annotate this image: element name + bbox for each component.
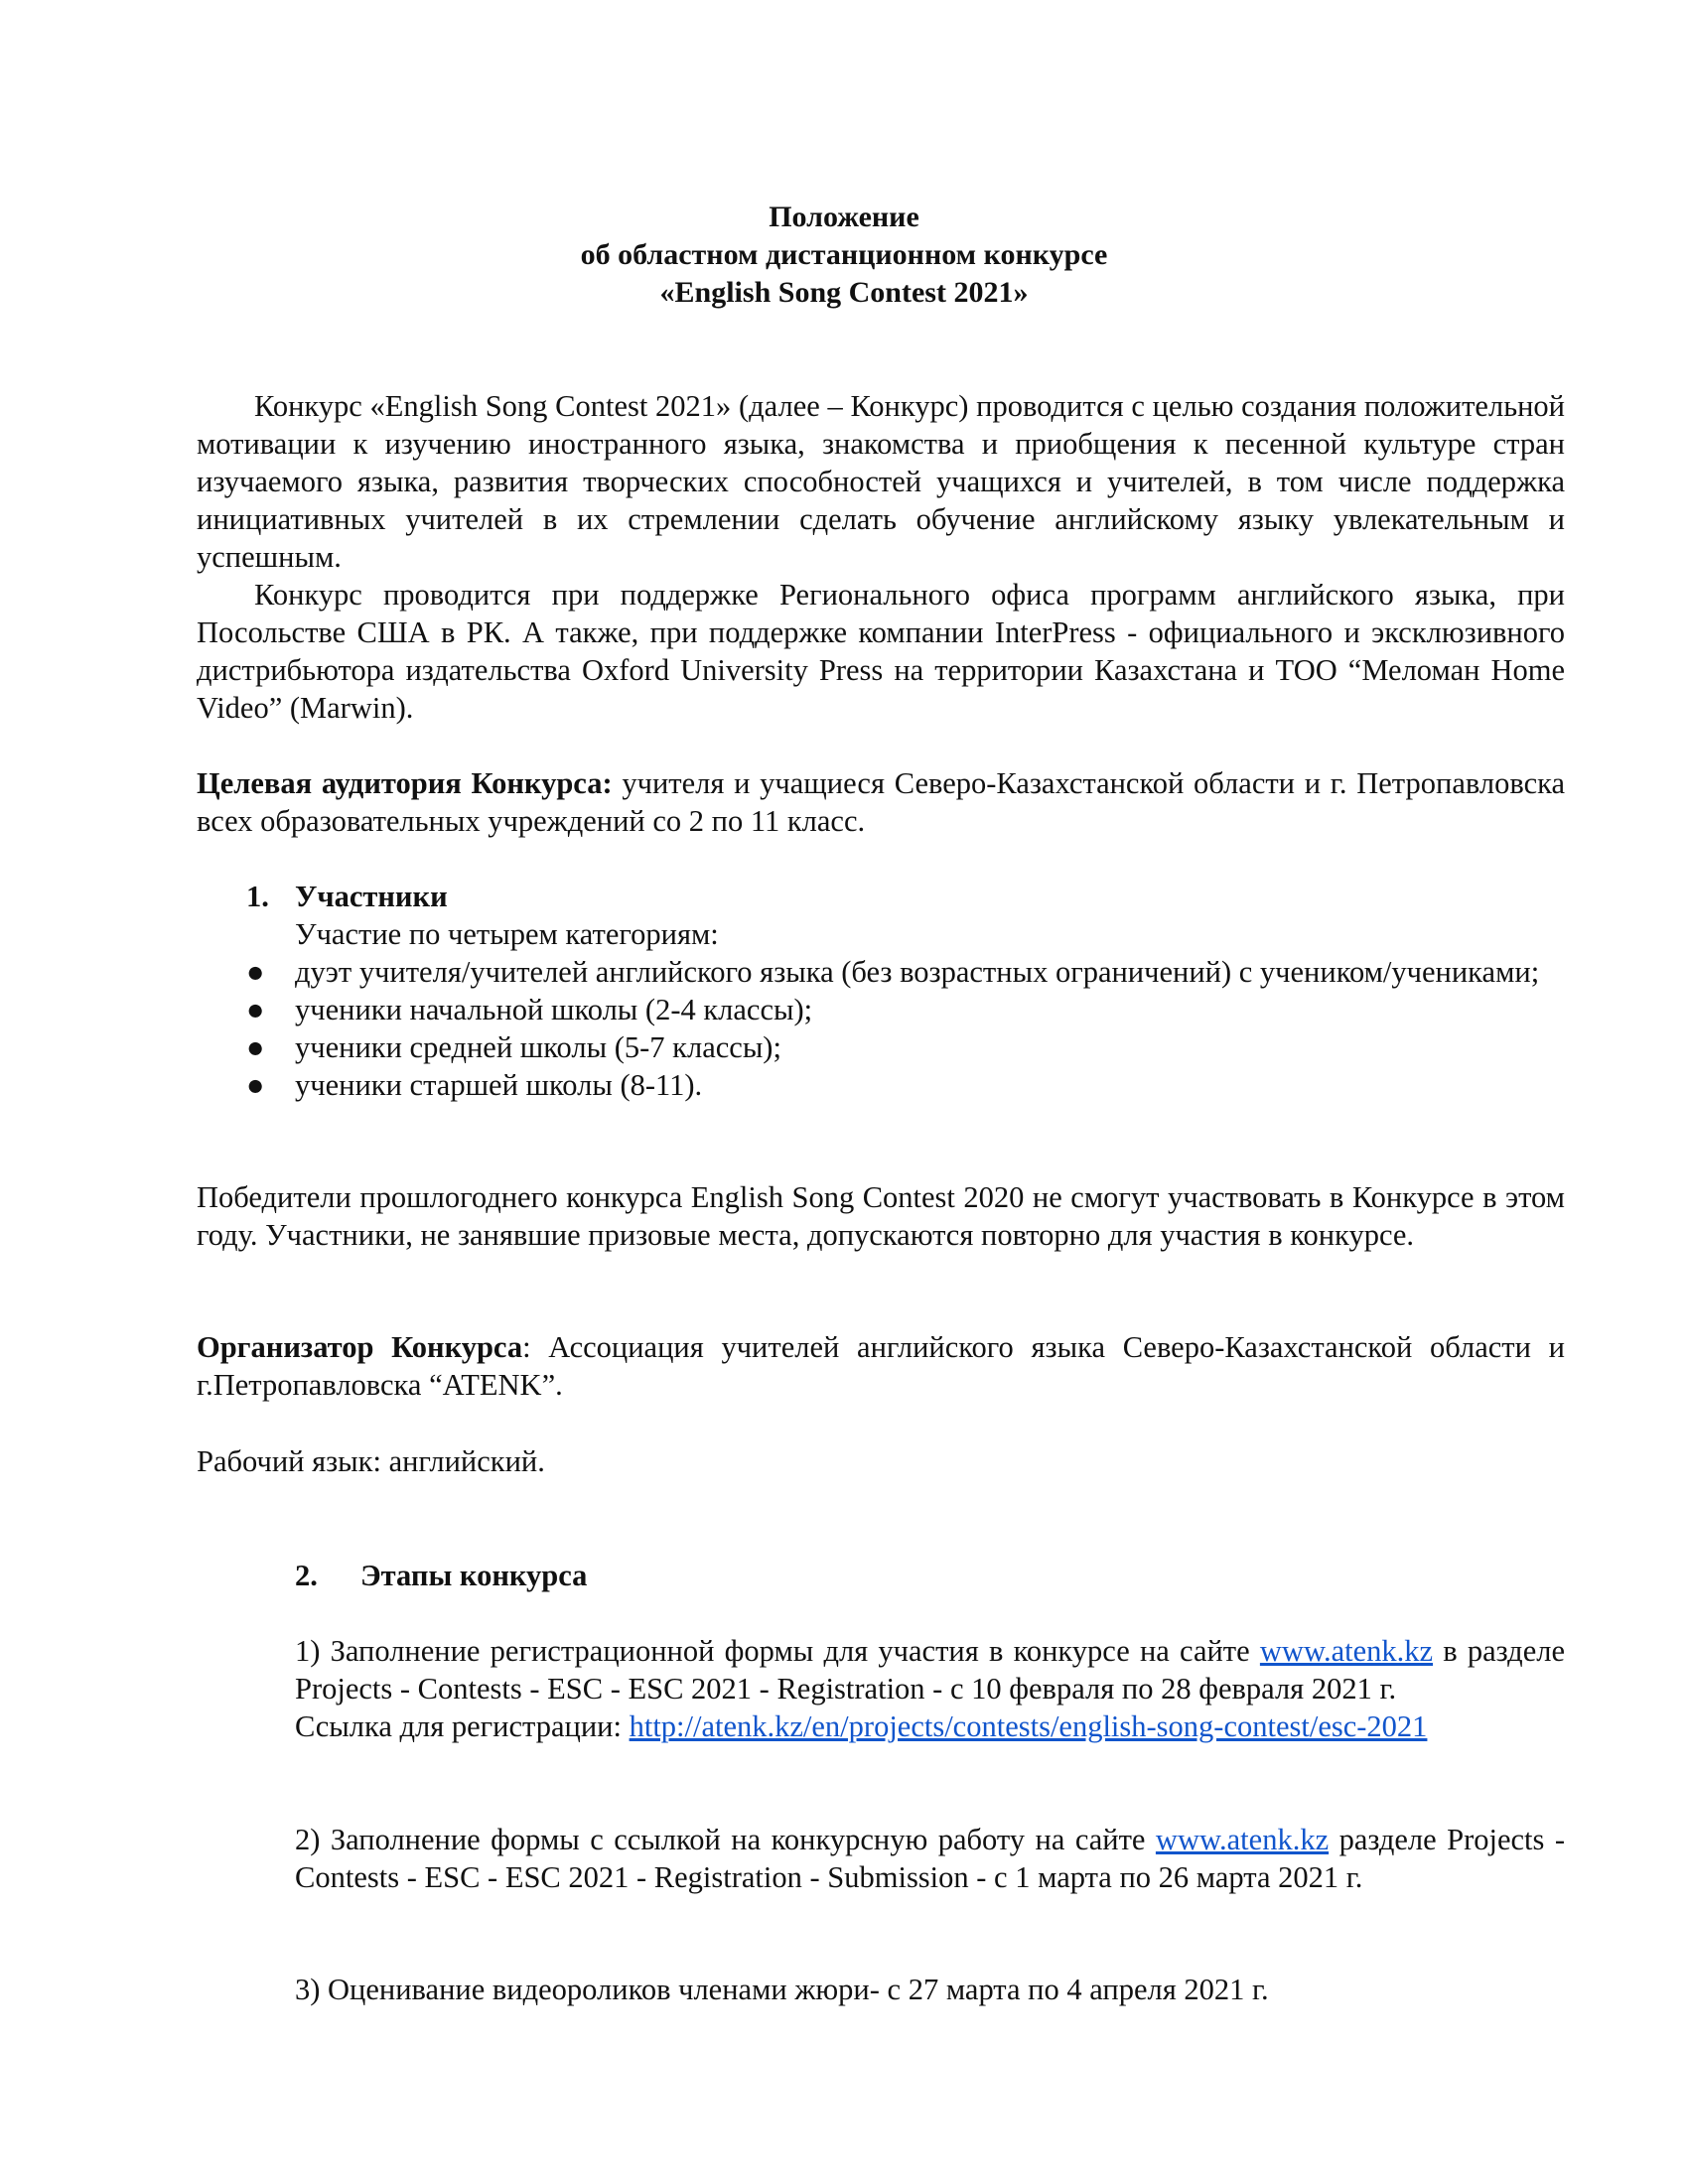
bullet-icon: ●: [246, 1068, 265, 1102]
registration-link[interactable]: http://atenk.kz/en/projects/contests/english-song-contest/esc-2021: [629, 1709, 1428, 1743]
stage-3: [295, 1971, 1565, 2008]
audience-paragraph: [197, 764, 1565, 840]
section-1-heading: [246, 878, 1565, 915]
stage-2-text: 2) Заполнение формы с ссылкой на конкурсную работу на сайте: [295, 1823, 1156, 1856]
section-2-number: 2.: [295, 1559, 318, 1592]
atenk-site-link[interactable]: www.atenk.kz: [1259, 1634, 1434, 1668]
stage-2-text-cont: разделе Projects - Contests - ESC - ESC 2021 - Registration - Submission - с 1 марта по 26 марта 2021 г.: [295, 1823, 1566, 1894]
language-paragraph: [197, 1442, 1565, 1480]
stage-1-text-cont: в разделе Projects - Contests - ESC - ESC 2021 - Registration - с 10 февраля по 28 февраля 2021 г.: [295, 1634, 1565, 1706]
list-item-text: ученики начальной школы (2-4 классы);: [295, 993, 813, 1026]
winners-paragraph: [197, 1178, 1565, 1254]
list-item-text: дуэт учителя/учителей английского языка (без возрастных ограничений) с учеником/учениками;: [295, 955, 1540, 989]
list-item: [246, 991, 1565, 1028]
section-1-intro: Участие по четырем категориям:: [295, 917, 719, 951]
list-item-text: ученики средней школы (5-7 классы);: [295, 1030, 781, 1064]
list-item-text: ученики старшей школы (8-11).: [295, 1068, 703, 1102]
section-1-number: 1.: [246, 880, 269, 913]
organizer-paragraph: [197, 1328, 1565, 1404]
audience-label: Целевая аудитория Конкурса:: [197, 766, 613, 800]
winners-text: Победители прошлогоднего конкурса English Song Contest 2020 не смогут участвовать в Конкурсе в этом году. Участники, не занявшие призовые места, допускаются повторно для участия в конкурсе.: [197, 1180, 1565, 1252]
document-title: [0, 199, 1688, 312]
bullet-icon: ●: [246, 1030, 265, 1064]
title-line-1: Положение: [769, 201, 919, 233]
registration-label: Ссылка для регистрации:: [295, 1709, 630, 1743]
title-line-3: «English Song Contest 2021»: [659, 276, 1029, 309]
stage-1: [295, 1632, 1565, 1745]
section-1-title: Участники: [295, 880, 448, 913]
organizer-text: : Ассоциация учителей английского языка Северо-Казахстанской области и г.Петропавловска “ATENK”.: [197, 1330, 1565, 1402]
audience-text: учителя и учащиеся Северо-Казахстанской области и г. Петропавловска всех образовательных учреждений со 2 по 11 класс.: [197, 766, 1565, 838]
intro-section: [197, 387, 1565, 727]
category-list: [246, 953, 1565, 1104]
stage-2: [295, 1821, 1565, 1896]
intro-paragraph-1: Конкурс «English Song Contest 2021» (далее – Конкурс) проводится с целью создания положительной мотивации к изучению иностранного языка, знакомства и приобщения к песенной культуре стран изучаемого языка, развития творческих способностей учащихся и учителей, в том числе поддержка инициативных учителей в их стремлении сделать обучение английскому языку увлекательным и успешным.: [197, 389, 1565, 574]
intro-paragraph-2: Конкурс проводится при поддержке Регионального офиса программ английского языка, при Посольстве США в РК. А также, при поддержке компании InterPress - официального и эксклюзивного дистрибьютора издательства Oxford University Press на территории Казахстана и ТОО “Меломан Home Video” (Marwin).: [197, 578, 1565, 725]
organizer-label: Организатор Конкурса: [197, 1330, 523, 1364]
bullet-icon: ●: [246, 993, 265, 1026]
atenk-site-link-2[interactable]: www.atenk.kz: [1155, 1823, 1330, 1856]
section-participants: [246, 878, 1565, 1104]
language-text: Рабочий язык: английский.: [197, 1444, 545, 1478]
bullet-icon: ●: [246, 955, 265, 989]
list-item: [246, 1066, 1565, 1104]
list-item: [246, 953, 1565, 991]
section-2-title: Этапы конкурса: [360, 1559, 588, 1592]
stage-1-text: 1) Заполнение регистрационной формы для участия в конкурсе на сайте: [295, 1634, 1260, 1668]
title-line-2: об областном дистанционном конкурсе: [580, 238, 1108, 271]
section-2-heading: [295, 1557, 587, 1594]
list-item: [246, 1028, 1565, 1066]
stage-3-text: 3) Оценивание видеороликов членами жюри- с 27 марта по 4 апреля 2021 г.: [295, 1973, 1269, 2006]
